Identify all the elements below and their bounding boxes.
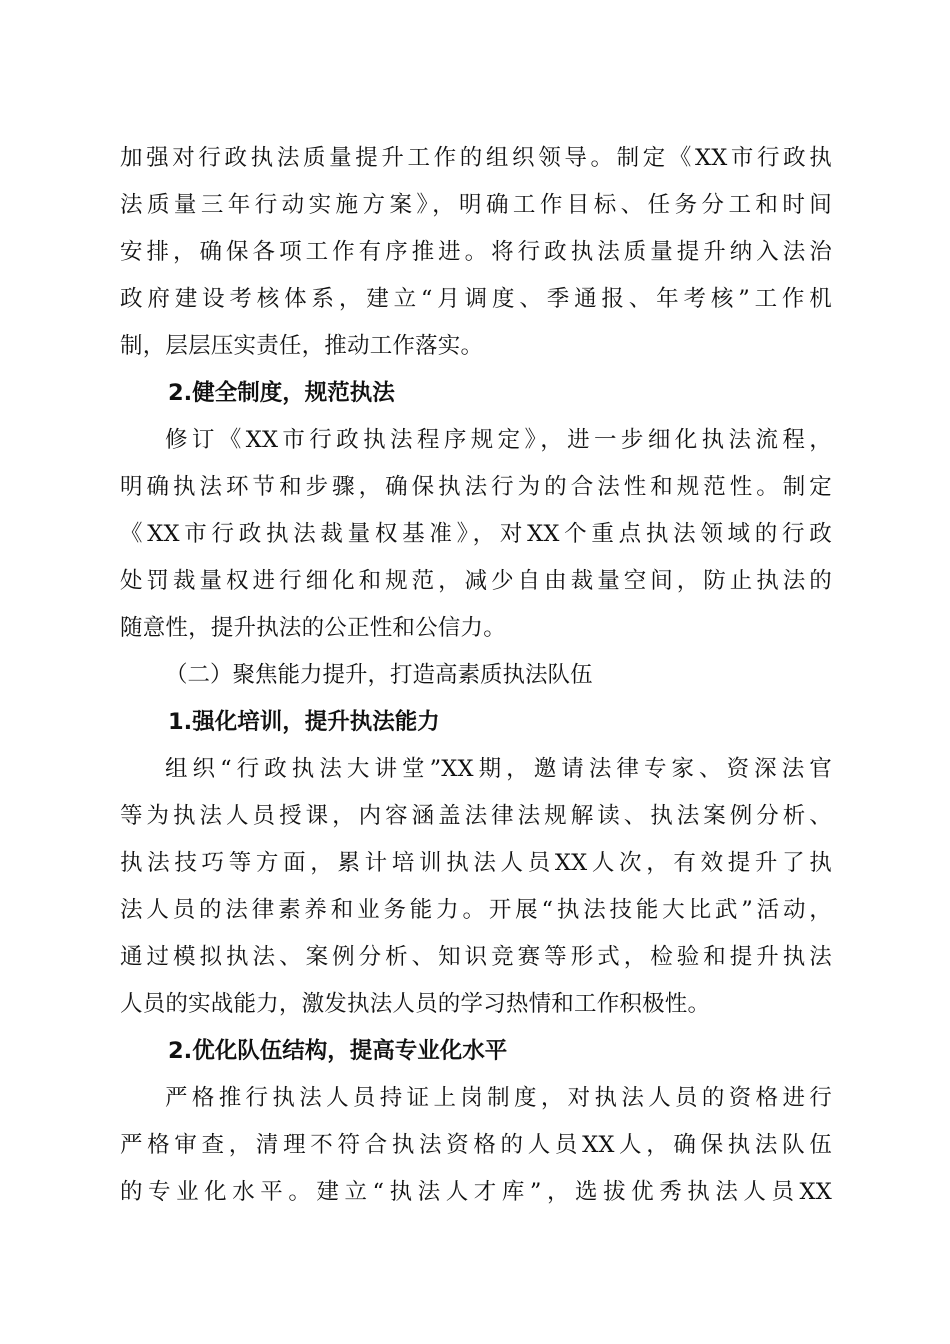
paragraph-line: 随意性，提升执法的公正性和公信力。 — [120, 615, 506, 641]
paragraph-line: 政府建设考核体系，建立“月调度、季通报、年考核”工作机 — [120, 286, 832, 312]
paragraph-line: 《XX市行政执法裁量权基准》，对XX个重点执法领域的行政 — [120, 521, 832, 547]
section-heading: 2.优化队伍结构，提高专业化水平 — [168, 1038, 508, 1064]
section-heading: 1.强化培训，提升执法能力 — [168, 709, 440, 735]
paragraph-line: 组织“行政执法大讲堂”XX期，邀请法律专家、资深法官 — [165, 756, 832, 782]
paragraph-line: 法质量三年行动实施方案》，明确工作目标、任务分工和时间 — [120, 192, 832, 218]
paragraph-line: 严格推行执法人员持证上岗制度，对执法人员的资格进行 — [165, 1085, 832, 1111]
paragraph-line: 明确执法环节和步骤，确保执法行为的合法性和规范性。制定 — [120, 474, 832, 500]
section-heading: 2.健全制度，规范执法 — [168, 380, 395, 406]
paragraph-line: 通过模拟执法、案例分析、知识竞赛等形式，检验和提升执法 — [120, 944, 832, 970]
paragraph-line: 法人员的法律素养和业务能力。开展“执法技能大比武”活动， — [120, 897, 832, 923]
paragraph-line: 人员的实战能力，激发执法人员的学习热情和工作积极性。 — [120, 991, 711, 1017]
paragraph-line: 的专业化水平。建立“执法人才库”，选拔优秀执法人员XX — [120, 1179, 832, 1205]
paragraph-line: 处罚裁量权进行细化和规范，减少自由裁量空间，防止执法的 — [120, 568, 832, 594]
paragraph-line: 修订《XX市行政执法程序规定》，进一步细化执法流程， — [165, 427, 832, 453]
paragraph-line: 安排，确保各项工作有序推进。将行政执法质量提升纳入法治 — [120, 239, 832, 265]
paragraph-line: 加强对行政执法质量提升工作的组织领导。制定《XX市行政执 — [120, 145, 832, 171]
paragraph-line: 严格审查，清理不符合执法资格的人员XX人，确保执法队伍 — [120, 1132, 832, 1158]
section-title: （二）聚焦能力提升，打造高素质执法队伍 — [165, 662, 593, 688]
paragraph-line: 执法技巧等方面，累计培训执法人员XX人次，有效提升了执 — [120, 850, 832, 876]
paragraph-line: 制，层层压实责任，推动工作落实。 — [120, 333, 484, 359]
paragraph-line: 等为执法人员授课，内容涵盖法律法规解读、执法案例分析、 — [120, 803, 832, 829]
